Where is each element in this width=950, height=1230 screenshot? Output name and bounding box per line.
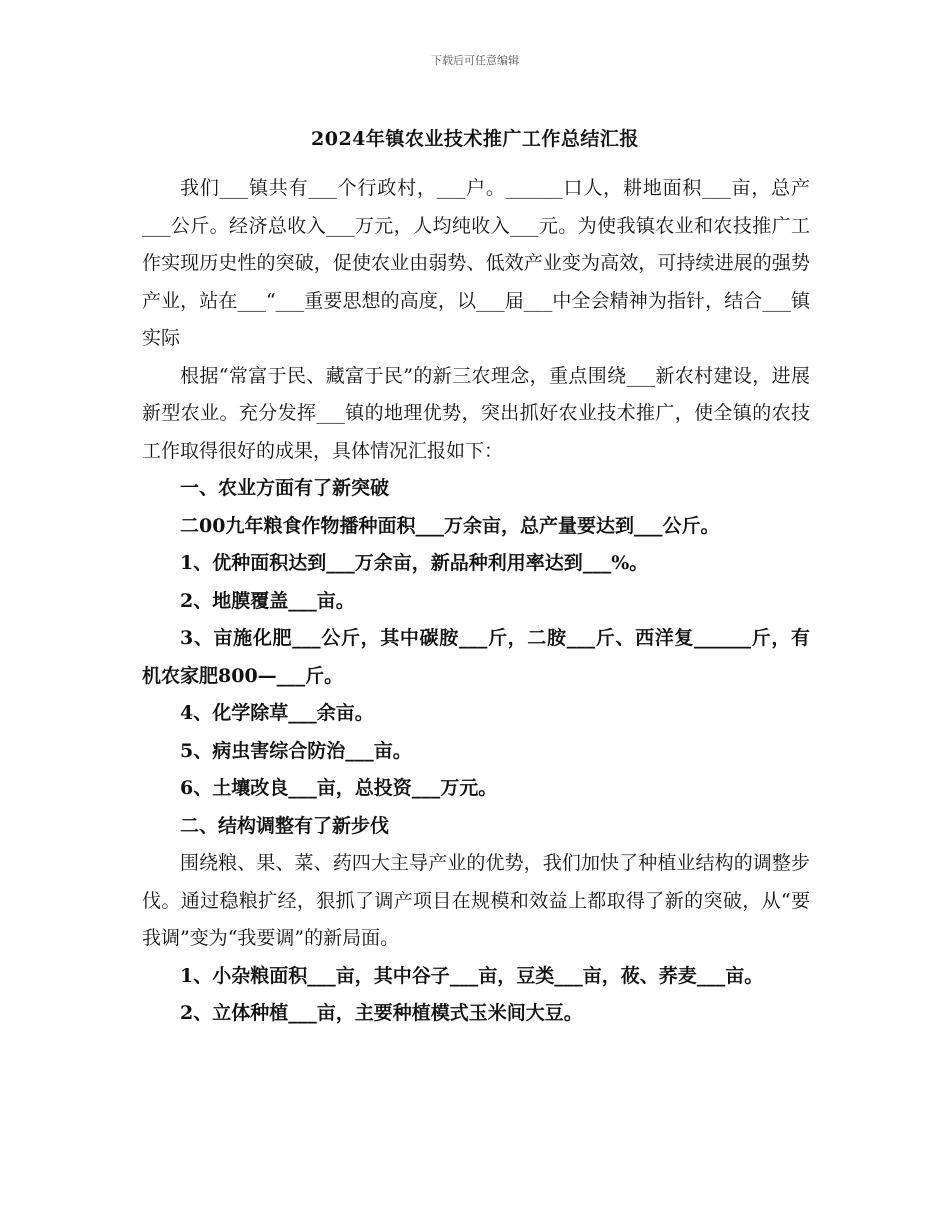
page-header: 下载后可任意编辑: [431, 54, 519, 67]
document-title: 2024年镇农业技术推广工作总结汇报: [311, 128, 639, 150]
paragraph-background: 根据“常富于民、藏富于民”的新三农理念，重点围绕___新农村建设，进展新型农业。充分发挥___镇的地理优势，突出抓好农业技术推广，使全镇的农技工作取得很好的成果，具体情况汇报如下：: [142, 364, 810, 462]
section-heading-structure: 二、结构调整有了新步伐: [180, 814, 390, 837]
list-item-intercropping: 2、立体种植___亩，主要种植模式玉米间大豆。: [180, 1002, 583, 1024]
list-item-3: 3、亩施化肥___公斤，其中碳胺___斤，二胺___斤、西洋复______斤，有机农家肥800—___斤。: [142, 627, 810, 687]
document-body: [142, 170, 810, 1033]
list-item-1: 1、优种面积达到___万余亩，新品种利用率达到___%。: [180, 552, 649, 574]
list-item-5: 5、病虫害综合防治___亩。: [180, 739, 412, 762]
list-item-4: 4、化学除草___余亩。: [180, 702, 374, 724]
section-heading-agriculture: 一、农业方面有了新突破: [180, 477, 390, 499]
list-item-6: 6、土壤改良___亩，总投资___万元。: [180, 777, 498, 799]
list-item-2: 2、地膜覆盖___亩。: [180, 589, 355, 612]
list-item-grains: 1、小杂粮面积___亩，其中谷子___亩，豆类___亩，莜、荞麦___亩。: [180, 964, 764, 987]
paragraph-structure: 围绕粮、果、菜、药四大主导产业的优势，我们加快了种植业结构的调整步伐。通过稳粮扩经，狠抓了调产项目在规模和效益上都取得了新的突破，从“要我调”变为“我要调”的新局面。: [142, 852, 810, 949]
paragraph-grain-area: 二00九年粮食作物播种面积___万余亩，总产量要达到___公斤。: [180, 514, 720, 537]
paragraph-intro: 我们___镇共有___个行政村，___户。______口人，耕地面积___亩，总产___公斤。经济总收入___万元，人均纯收入___元。为使我镇农业和农技推广工作实现历史性的突破，促使农业由弱势、低效产业变为高效，可持续进展的强势产业，站在___“___重要思想的高度，以___届___中全会精神为指针，结合___镇实际: [142, 177, 810, 349]
